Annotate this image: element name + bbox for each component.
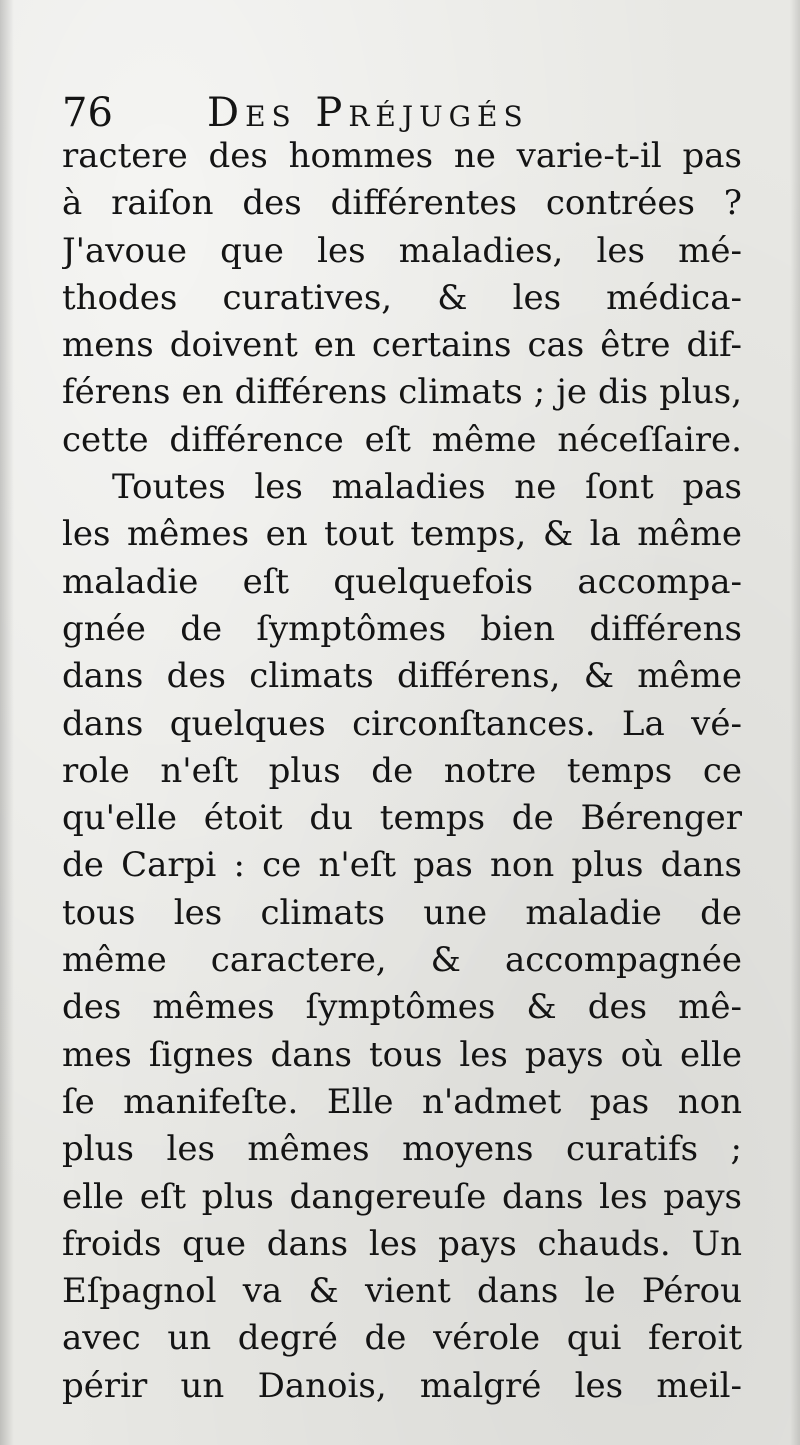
page-header [62, 88, 742, 138]
text-line: tous les climats une maladie de [62, 892, 742, 933]
text-line: de Carpi : ce n'eſt pas non plus dans [62, 845, 742, 886]
text-line: même caractere, & accompagnée [62, 940, 742, 981]
text-line: thodes curatives, & les médica- [62, 277, 742, 318]
text-line: qu'elle étoit du temps de Bérenger [62, 798, 742, 839]
text-line: cette différence eſt même néceſſaire. [62, 419, 742, 460]
body-text [62, 133, 742, 1410]
text-line: des mêmes ſymptômes & des mê- [62, 987, 742, 1028]
page-number: 76 [62, 90, 113, 136]
text-line: dans quelques circonſtances. La vé- [62, 703, 742, 744]
text-line: froids que dans les pays chauds. Un [62, 1223, 742, 1264]
paragraph-start-line: Toutes les maladies ne ſont pas [112, 467, 742, 508]
text-line: role n'eſt plus de notre temps ce [62, 750, 742, 791]
text-line: gnée de ſymptômes bien différens [62, 608, 742, 649]
text-line: Eſpagnol va & vient dans le Pérou [62, 1271, 742, 1312]
text-line: plus les mêmes moyens curatifs ; [62, 1129, 742, 1170]
text-line: les mêmes en tout temps, & la même [62, 514, 742, 555]
running-head: Des Préjugés [207, 90, 529, 136]
text-line: mens doivent en certains cas être dif- [62, 325, 742, 366]
text-line: dans des climats différens, & même [62, 656, 742, 697]
text-line: mes ſignes dans tous les pays où elle [62, 1034, 742, 1075]
text-line: maladie eſt quelquefois accompa- [62, 561, 742, 602]
text-line: périr un Danois, malgré les meil- [62, 1365, 742, 1406]
text-line: elle eſt plus dangereuſe dans les pays [62, 1176, 742, 1217]
text-line: avec un degré de vérole qui feroit [62, 1318, 742, 1359]
text-line: ſe manifeſte. Elle n'admet pas non [62, 1081, 742, 1122]
text-line: férens en différens climats ; je dis plus, [62, 372, 742, 413]
text-line: J'avoue que les maladies, les mé- [62, 230, 742, 271]
text-line: à raiſon des différentes contrées ? [62, 183, 742, 224]
text-line: ractere des hommes ne varie-t-il pas [62, 136, 742, 176]
